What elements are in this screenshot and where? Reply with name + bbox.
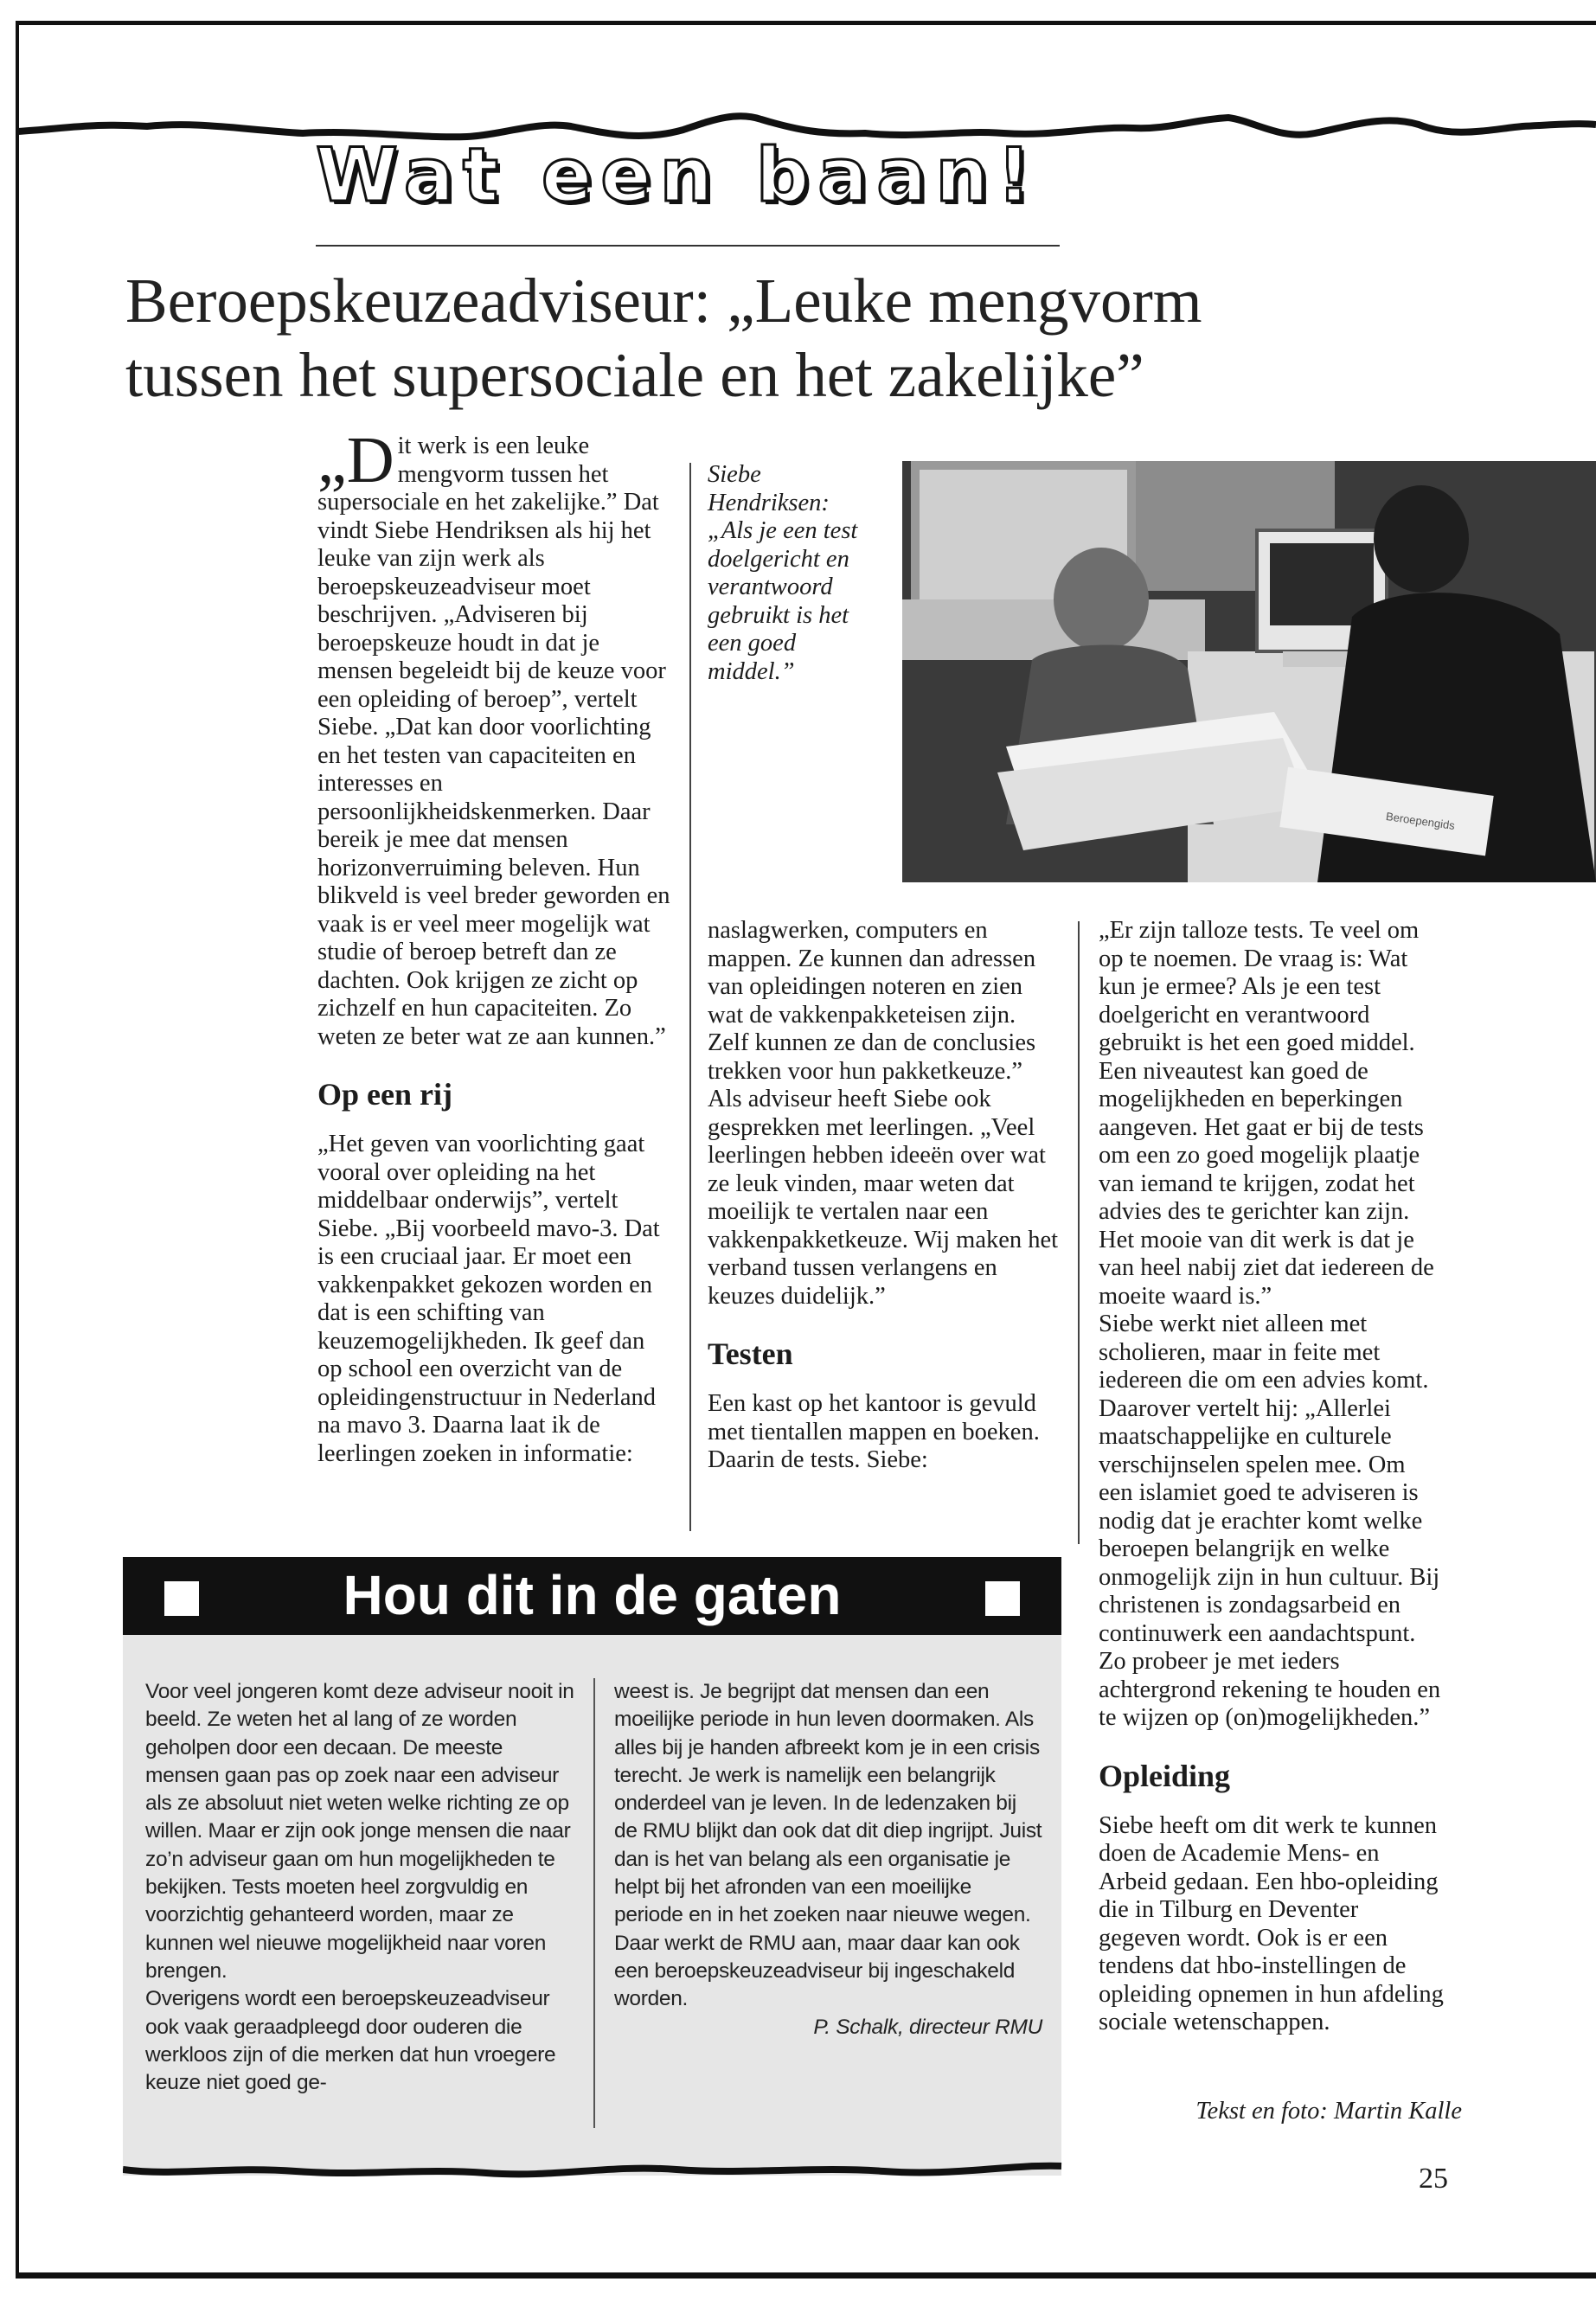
kicker-title: Wat een baan! xyxy=(316,132,1040,219)
subhead-opleiding: Opleiding xyxy=(1099,1758,1231,1793)
column-divider xyxy=(1078,921,1080,1544)
paragraph-3: naslagwerken, computers en mappen. Ze kunnen dan adressen van opleidingen noteren en zien wat de vakkenpakketeisen zijn. Zelf kunnen ze dan de conclusies trekken voor hun pakketkeuze.” xyxy=(708,917,1036,1085)
sidebar-column-2 xyxy=(614,1678,1042,2041)
drop-cap: „D xyxy=(317,424,394,497)
sidebar-paragraph-1: Voor veel jongeren komt deze adviseur nooit in beeld. Ze weten het al lang of ze worden geholpen door een decaan. De meeste mensen gaan pas op zoek naar een adviseur als ze absoluut niet weten welke richting ze op willen. Maar er zijn ook jonge mensen die naar zo’n adviseur gaan om hun mogelijkheden te bekijken. Tests moeten heel zorgvuldig en voorzichtig gehanteerd worden, maar ze kunnen wel nieuwe mogelijkheid naar voren brengen. xyxy=(145,1680,574,1983)
sidebar-paragraph-2: Overigens wordt een beroepskeuzeadviseur ook vaak geraadpleegd door ouderen die werkloos zijn of die merken dat hun vroegere keuze niet goed ge- xyxy=(145,1987,556,2095)
title-rule xyxy=(316,245,1060,247)
sidebar-column-1 xyxy=(145,1678,578,2097)
torn-edge-decoration-bottom xyxy=(123,2154,1066,2189)
book-label: Beroepengids xyxy=(1385,810,1456,833)
photo-credit: Tekst en foto: Martin Kalle xyxy=(1195,2098,1462,2125)
subhead-op-een-rij: Op een rij xyxy=(317,1077,452,1112)
headline xyxy=(125,264,1423,413)
subhead-testen: Testen xyxy=(708,1336,793,1371)
paragraph-5: Een kast op het kantoor is gevuld met tientallen mappen en boeken. Daarin de tests. Siebe: xyxy=(708,1390,1040,1473)
paragraph-4: Als adviseur heeft Siebe ook gesprekken met leerlingen. „Veel leerlingen hebben ideeën over wat ze leuk vinden, maar weten dat moeilijk te vertalen naar een vakkenpakketkeuze. Wij maken het verband tussen verlangens en keuzes duidelijk.” xyxy=(708,1086,1059,1310)
sidebar-banner xyxy=(123,1557,1061,1635)
sidebar-paragraph-3: weest is. Je begrijpt dat mensen dan een moeilijke periode in hun leven doormaken. Als alles bij je handen afbreekt kom je in een crisis terecht. Je werk is namelijk een belangrijk onderdeel van je leven. In de ledenzaken bij de RMU blijkt dan ook dat dit diep ingrijpt. Juist dan is het van belang als een organisatie je helpt bij het afronden van een moeilijke periode en in het zoeken naar nieuwe wegen. Daar werkt de RMU aan, maar daar kan ook een beroepskeuzeadviseur bij ingeschakeld worden. xyxy=(614,1680,1042,2011)
intro-paragraph xyxy=(317,424,672,1051)
column-divider xyxy=(689,463,691,1531)
sidebar-title: Hou dit in de gaten xyxy=(343,1564,842,1626)
headline-line-1: Beroepskeuzeadviseur: „Leuke mengvorm xyxy=(125,266,1202,336)
office-photo xyxy=(902,461,1596,882)
sidebar-signature: P. Schalk, directeur RMU xyxy=(813,2015,1042,2039)
sidebar-divider xyxy=(593,1678,595,2128)
article-column-3 xyxy=(1099,917,1445,2037)
article-column-1 xyxy=(317,424,672,1468)
paragraph-7: Siebe werkt niet alleen met scholieren, maar in feite met iedereen die om een advies komt. Daarover vertelt hij: „Allerlei maatschappelijke en culturele verschijnselen spelen mee. Om een islamiet goed te adviseren is nodig dat je erachter komt welke beroepen belangrijk en welke onmogelijk zijn in hun cultuur. Bij christenen is zondagsarbeid en continuwerk een aandachtspunt. Zo probeer je met ieders achtergrond rekening te houden en te wijzen op (on)mogelijkheden.” xyxy=(1099,1311,1441,1731)
page-number: 25 xyxy=(1419,2163,1448,2195)
paragraph-2: „Het geven van voorlichting gaat vooral over opleiding na het middelbaar onderwijs”, vertelt Siebe. „Bij voorbeeld mavo-3. Dat is een cruciaal jaar. Er moet een vakkenpakket gekozen worden en dat is een schifting van keuzemogelijkheden. Ik geef dan op school een overzicht van de opleidingenstructuur in Nederland na mavo 3. Daarna laat ik de leerlingen zoeken in informatie: xyxy=(317,1131,660,1467)
paragraph-8: Siebe heeft om dit werk te kunnen doen de Academie Mens- en Arbeid gedaan. Een hbo-opleiding die in Tilburg en Deventer gegeven wordt. Ook is er een tendens dat hbo-instellingen de opleiding opnemen in hun afdeling sociale wetenschappen. xyxy=(1099,1811,1444,2035)
square-bullet-icon xyxy=(985,1581,1020,1616)
paragraph-6: „Er zijn talloze tests. Te veel om op te noemen. De vraag is: Wat kun je ermee? Als je een test doelgericht en verantwoord gebruikt is het een goed middel. Een niveautest kan goed de mogelijkheden en beperkingen aangeven. Het gaat er bij de tests om een zo goed mogelijk plaatje van iemand te krijgen, zodat het advies des te gerichter kan zijn. Het mooie van dit werk is dat je van heel nabij ziet dat iedereen de moeite waard is.” xyxy=(1099,917,1434,1310)
article-column-2 xyxy=(708,917,1061,1475)
photo-illustration xyxy=(902,461,1596,882)
photo-caption: Siebe Hendriksen: „Als je een test doelgericht en verantwoord gebruikt is het een goed middel.” xyxy=(708,461,858,685)
headline-line-2: tussen het supersociale en het zakelijke” xyxy=(125,340,1144,410)
intro-text: it werk is een leuke mengvorm tussen het supersociale en het zakelijke.” Dat vindt Siebe Hendriksen als hij het leuke van zijn werk als beroepskeuzeadviseur moet beschrijven. „Adviseren bij beroepskeuze houdt in dat je mensen begeleidt bij de keuze voor een opleiding of beroep”, vertelt Siebe. „Dat kan door voorlichting en het testen van capaciteiten en interesses en persoonlijkheidskenmerken. Daar bereik je mee dat mensen horizonverruiming beleven. Hun blikveld is veel breder geworden en vaak is er veel meer mogelijk wat studie of beroep betreft dan ze dachten. Ook krijgen ze zicht op zichzelf en hun capaciteiten. Zo weten ze beter wat ze aan kunnen.” xyxy=(317,433,670,1050)
